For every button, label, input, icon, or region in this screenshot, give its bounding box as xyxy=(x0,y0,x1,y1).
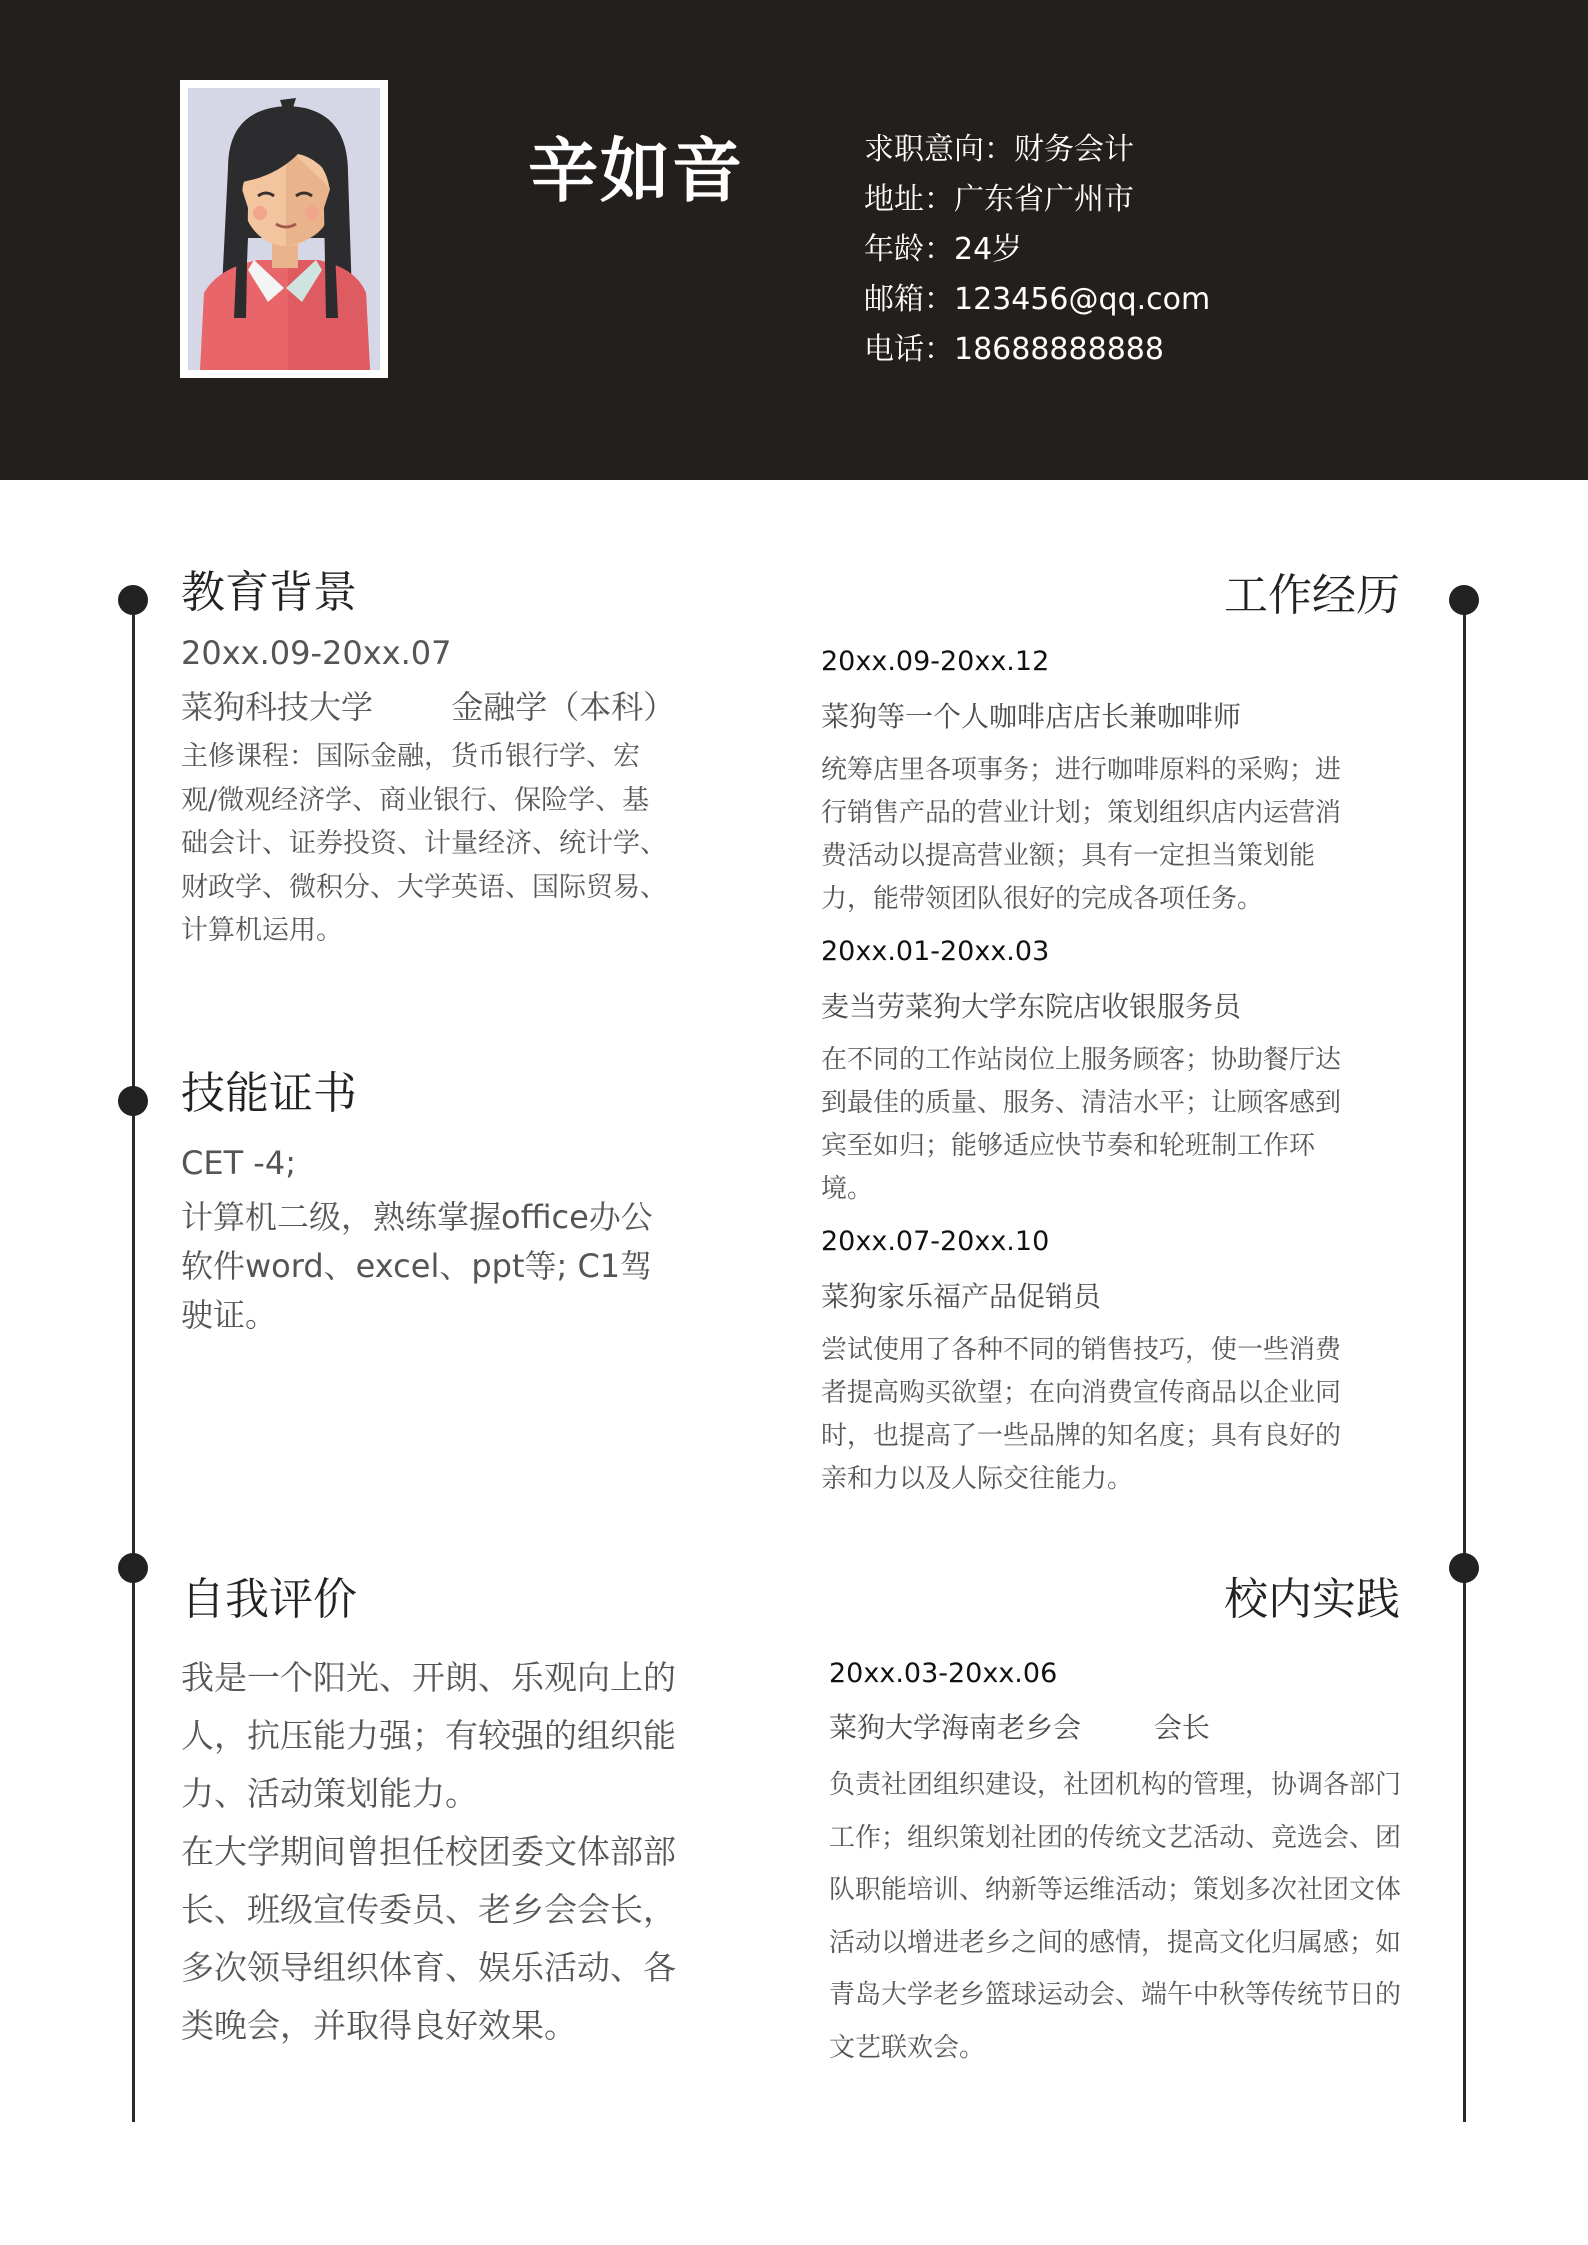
work-1-desc: 统筹店里各项事务；进行咖啡原料的采购；进行销售产品的营业计划；策划组织店内运营消费活动以提高营业额；具有一定担当策划能力，能带领团队很好的完成各项任务。 xyxy=(821,755,1342,914)
left-timeline xyxy=(132,600,135,2122)
email: 邮箱：123456@qq.com xyxy=(864,282,1211,317)
avatar-illustration xyxy=(188,88,380,370)
self-eval-title: 自我评价 xyxy=(181,1574,357,1625)
self-eval-p1: 我是一个阳光、开朗、乐观向上的人，抗压能力强；有较强的组织能力、活动策划能力。 xyxy=(181,1658,676,1813)
work-2-role: 麦当劳菜狗大学东院店收银服务员 xyxy=(821,990,1242,1023)
timeline-dot-self-eval xyxy=(118,1553,148,1583)
work-3-date: 20xx.07-20xx.10 xyxy=(821,1226,1050,1257)
education-title: 教育背景 xyxy=(181,567,357,618)
address: 地址：广东省广州市 xyxy=(864,182,1134,217)
avatar xyxy=(188,88,380,370)
campus-org: 菜狗大学海南老乡会 xyxy=(829,1711,1082,1744)
work-2-date: 20xx.01-20xx.03 xyxy=(821,936,1050,967)
education-school-row xyxy=(181,685,675,729)
skill-cet: CET -4; xyxy=(181,1144,296,1182)
right-timeline xyxy=(1463,600,1466,2122)
skills-title: 技能证书 xyxy=(181,1068,357,1119)
campus-desc: 负责社团组织建设，社团机构的管理，协调各部门工作；组织策划社团的传统文艺活动、竞选会、团队职能培训、纳新等运维活动；策划多次社团文体活动以增进老乡之间的感情，提高文化归属感；如青岛大学老乡篮球运动会、端午中秋等传统节日的文艺联欢会。 xyxy=(829,1770,1402,2063)
work-title: 工作经历 xyxy=(1224,570,1400,621)
work-1-date: 20xx.09-20xx.12 xyxy=(821,646,1050,677)
work-2-desc: 在不同的工作站岗位上服务顾客；协助餐厅达到最佳的质量、服务、清洁水平；让顾客感到宾至如归；能够适应快节奏和轮班制工作环境。 xyxy=(821,1045,1342,1204)
timeline-dot-work xyxy=(1449,585,1479,615)
education-date: 20xx.09-20xx.07 xyxy=(181,634,452,672)
self-eval-p2: 在大学期间曾担任校团委文体部部长、班级宣传委员、老乡会会长，多次领导组织体育、娱乐活动、各类晚会，并取得良好效果。 xyxy=(181,1832,676,2045)
timeline-dot-skills xyxy=(118,1086,148,1116)
campus-date: 20xx.03-20xx.06 xyxy=(829,1658,1058,1689)
age: 年龄：24岁 xyxy=(864,232,1023,267)
candidate-name: 辛如音 xyxy=(528,130,744,212)
work-3-role: 菜狗家乐福产品促销员 xyxy=(821,1280,1102,1313)
work-3-desc: 尝试使用了各种不同的销售技巧，使一些消费者提高购买欲望；在向消费宣传商品以企业同时，也提高了一些品牌的知名度；具有良好的亲和力以及人际交往能力。 xyxy=(821,1335,1342,1494)
campus-org-row xyxy=(829,1708,1210,1748)
photo-frame xyxy=(180,80,388,378)
skill-computer: 计算机二级，熟练掌握office办公软件word、excel、ppt等; C1驾驶证。 xyxy=(181,1198,653,1334)
education-school: 菜狗科技大学 xyxy=(181,688,374,726)
education-courses: 主修课程：国际金融，货币银行学、宏观/微观经济学、商业银行、保险学、基础会计、证券投资、计量经济、统计学、财政学、微积分、大学英语、国际贸易、计算机运用。 xyxy=(181,741,667,946)
education-major: 金融学（本科） xyxy=(451,688,676,726)
phone: 电话：18688888888 xyxy=(864,332,1164,367)
timeline-dot-campus xyxy=(1449,1553,1479,1583)
contact-info xyxy=(864,125,1210,375)
work-1-role: 菜狗等一个人咖啡店店长兼咖啡师 xyxy=(821,700,1242,733)
campus-position: 会长 xyxy=(1153,1711,1210,1744)
header-banner xyxy=(0,0,1588,480)
campus-title: 校内实践 xyxy=(1224,1574,1400,1625)
job-intention: 求职意向：财务会计 xyxy=(864,132,1134,167)
timeline-dot-education xyxy=(118,585,148,615)
